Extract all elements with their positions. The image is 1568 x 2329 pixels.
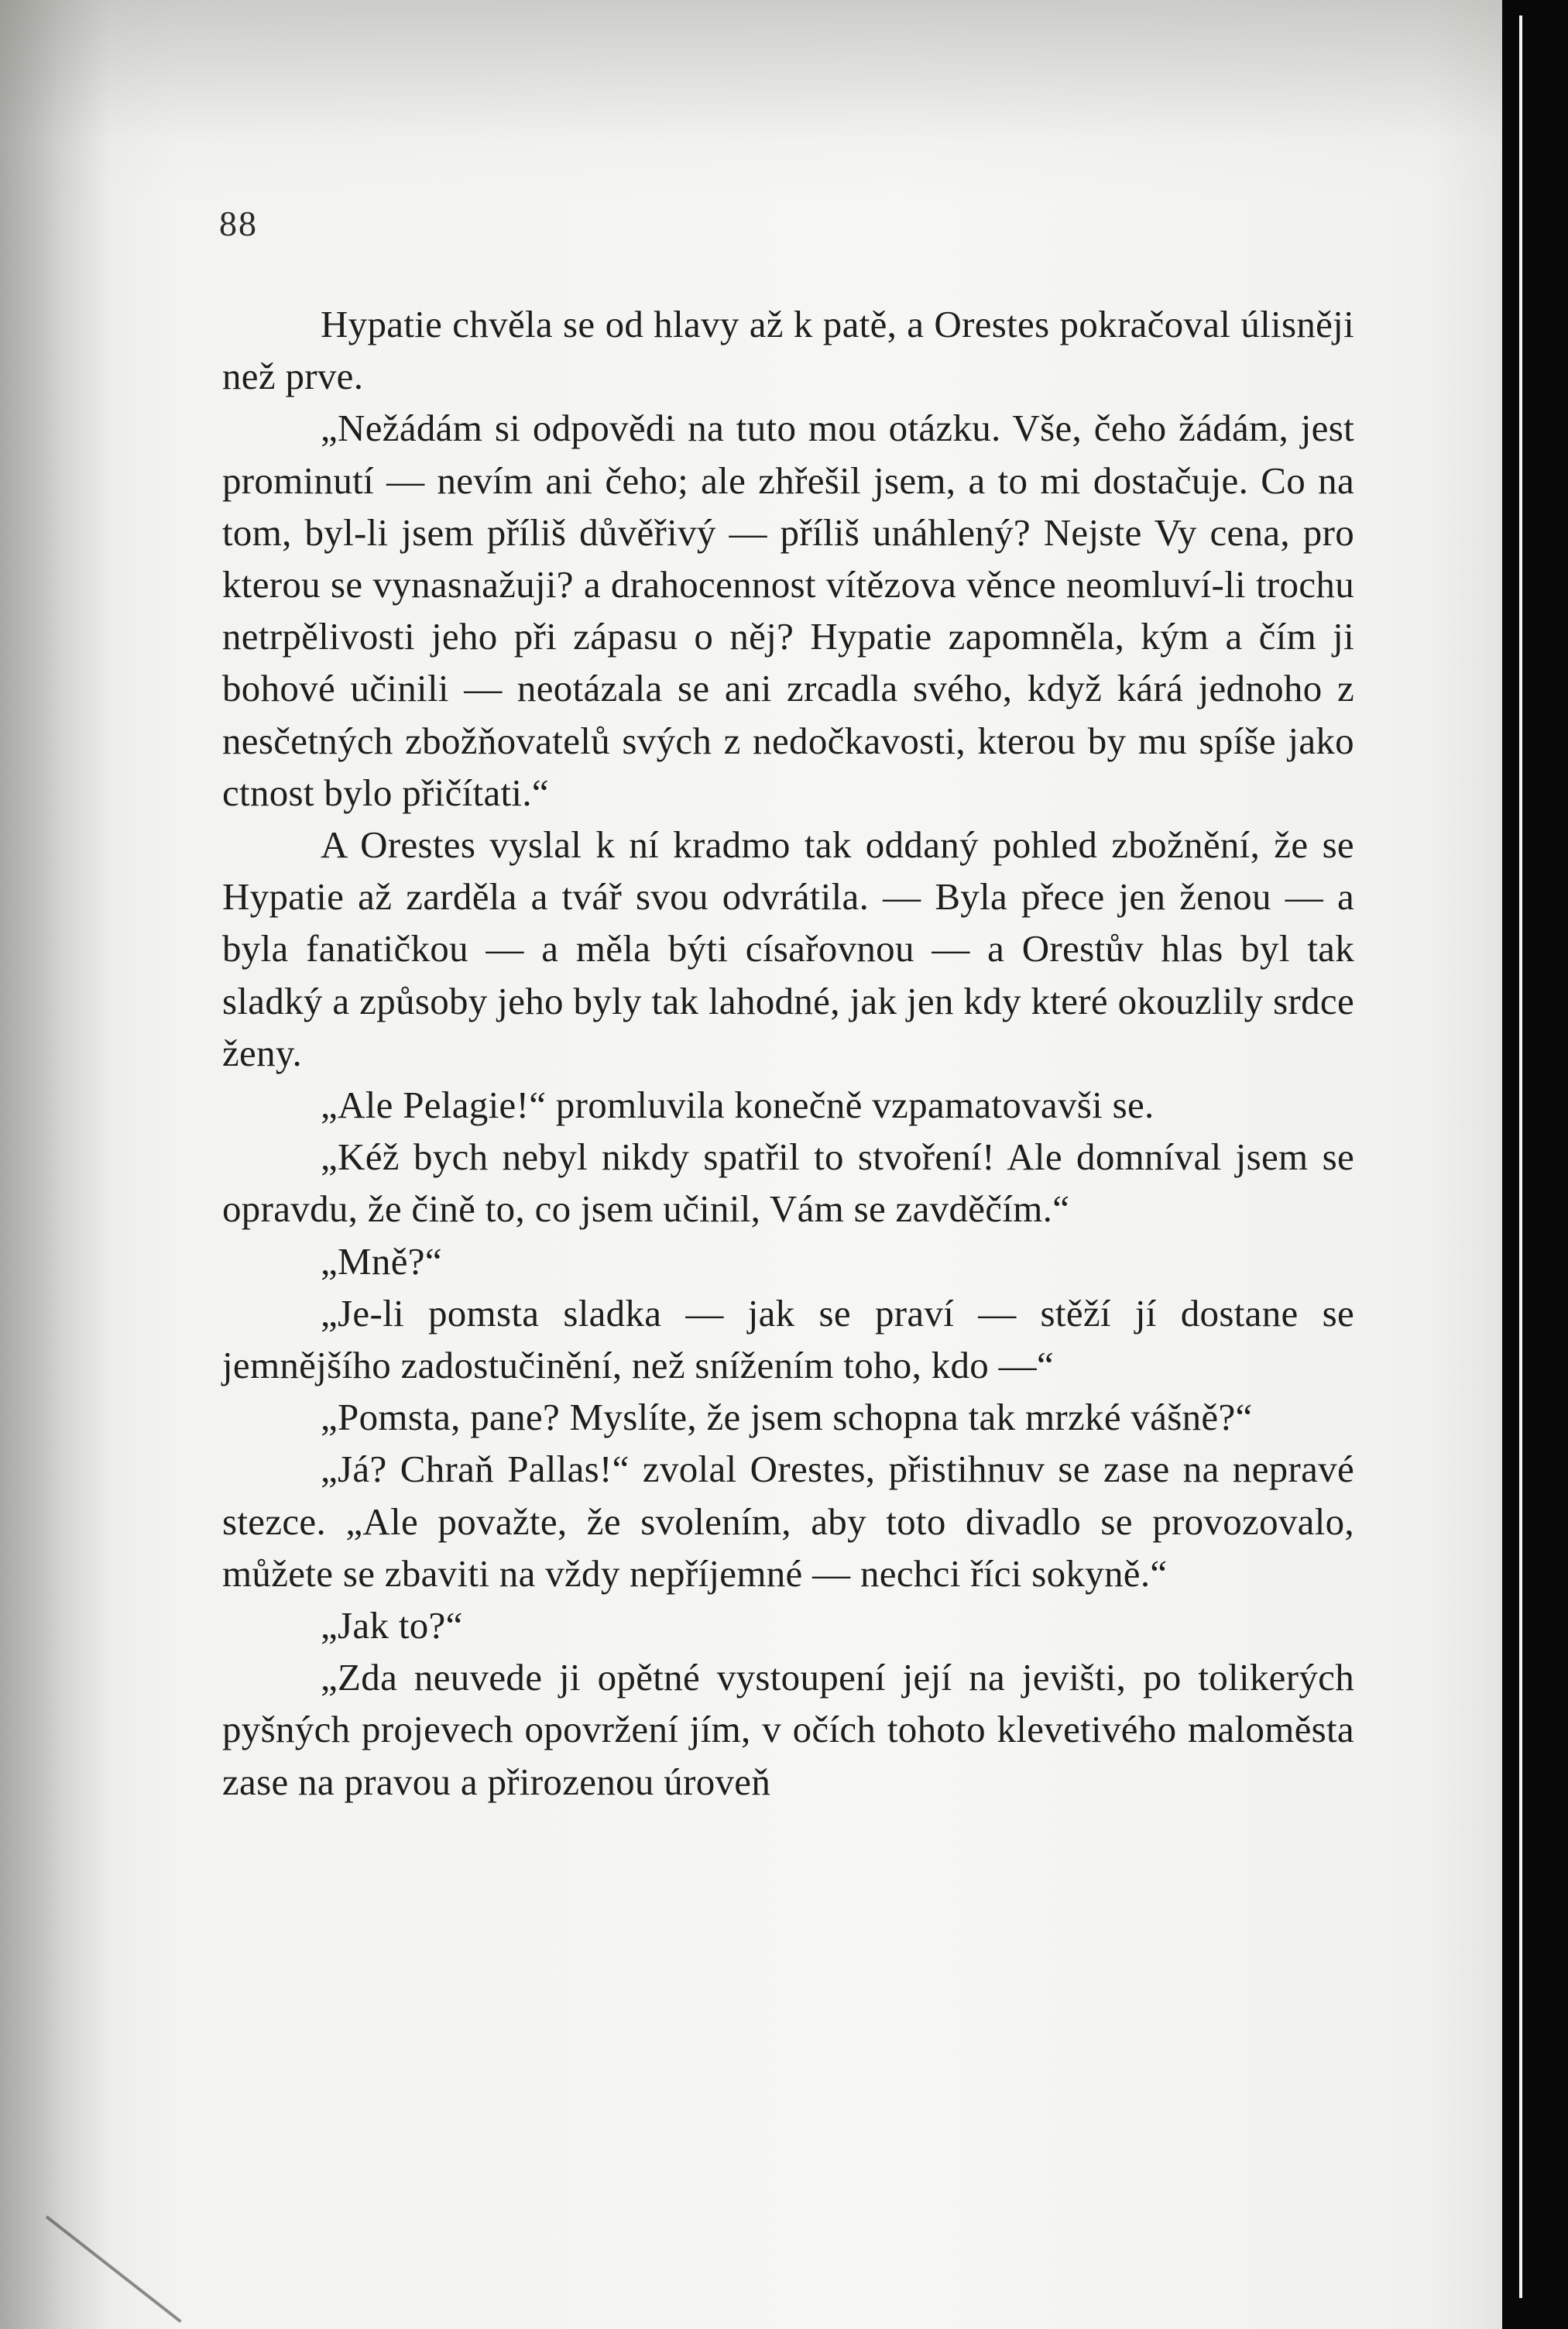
paragraph: „Je-li pomsta sladka — jak se praví — stěží jí dostane se jemnějšího zadostučinění, než snížením toho, kdo —“ xyxy=(222,1291,1354,1387)
scan-border xyxy=(1502,0,1568,2329)
body-text xyxy=(222,298,1354,1808)
paragraph: „Jak to?“ xyxy=(321,1604,463,1647)
paragraph: „Kéž bych nebyl nikdy spatřil to stvoření! Ale domníval jsem se opravdu, že čině to, co jsem učinil, Vám se zavděčím.“ xyxy=(222,1135,1354,1231)
paragraph: „Já? Chraň Pallas!“ zvolal Orestes, přistihnuv se zase na nepravé stezce. „Ale považte, že svolením, aby toto divadlo se provozovalo, můžete se zbaviti na vždy nepříjemné — nechci říci sokyně.“ xyxy=(222,1448,1354,1595)
paragraph: „Ale Pelagie!“ promluvila konečně vzpamatovavši se. xyxy=(321,1084,1155,1127)
paragraph: „Pomsta, pane? Myslíte, že jsem schopna tak mrzké vášně?“ xyxy=(321,1396,1253,1439)
spine-shadow xyxy=(0,0,108,2329)
page-edge-line xyxy=(1519,15,1522,2298)
paragraph: Hypatie chvěla se od hlavy až k patě, a Orestes pokračoval úlisněji než prve. xyxy=(222,303,1354,398)
paragraph: „Zda neuvede ji opětné vystoupení její na jevišti, po tolikerých pyšných projevech opovržení jím, v očích tohoto klevetivého maloměsta zase na pravou a přirozenou úroveň xyxy=(222,1656,1354,1803)
paragraph: „Mně?“ xyxy=(321,1239,442,1283)
paragraph: „Nežádám si odpovědi na tuto mou otázku. Vše, čeho žádám, jest prominutí — nevím ani čeho; ale zhřešil jsem, a to mi dostačuje. Co na tom, byl-li jsem příliš důvěřivý — příliš unáhlený? Nejste Vy cena, pro kterou se vynasnažuji? a drahocennost vítězova věnce neomluví-li trochu netrpělivosti jeho při zápasu o něj? Hypatie zapomněla, kým a čím ji bohové učinili — neotázala se ani zrcadla svého, když kárá jednoho z nesčetných zbožňovatelů svých z nedočkavosti, kterou by mu spíše jako ctnost bylo přičítati.“ xyxy=(222,407,1354,814)
page-number: 88 xyxy=(219,204,258,243)
paragraph: A Orestes vyslal k ní kradmo tak oddaný pohled zbožnění, že se Hypatie až zarděla a tvář svou odvrátila. — Byla přece jen ženou — a byla fanatičkou — a měla býti císařovnou — a Orestův hlas byl tak sladký a způsoby jeho byly tak lahodné, jak jen kdy které okouzlily srdce ženy. xyxy=(222,823,1354,1074)
